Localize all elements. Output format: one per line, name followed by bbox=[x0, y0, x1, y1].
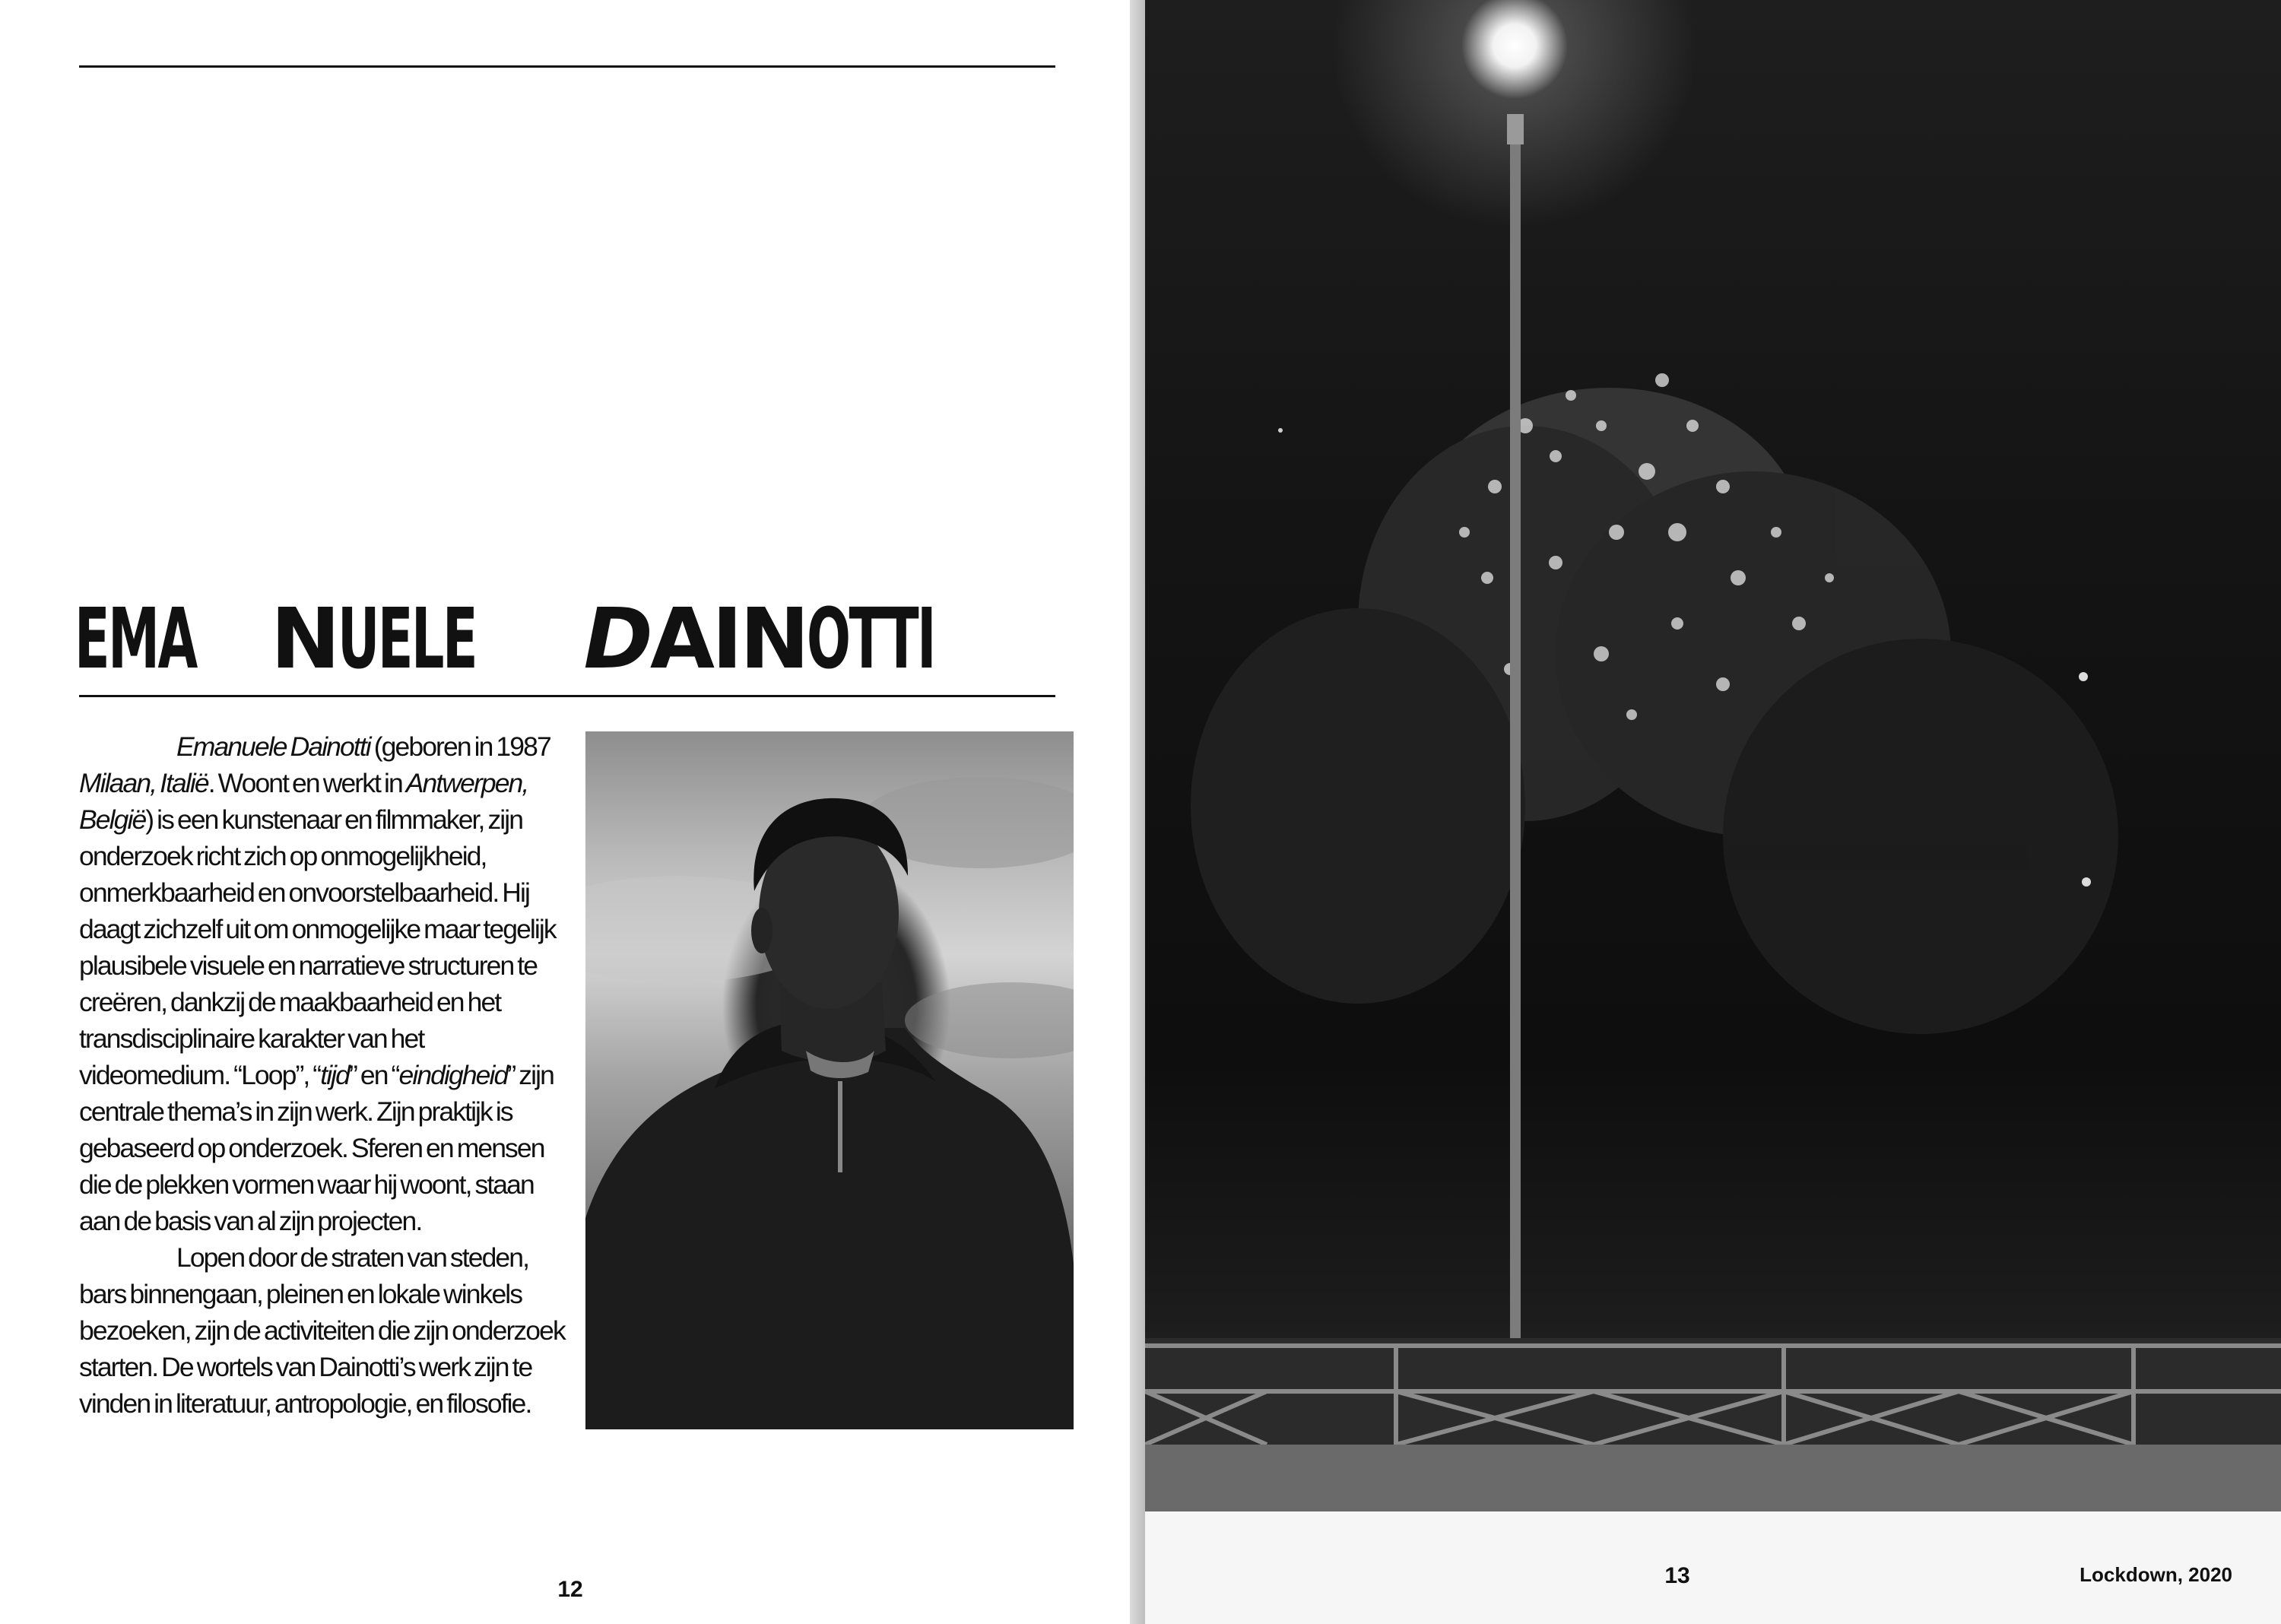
bio-paragraph-1: Emanuele Dainotti (geboren in 1987 Milaan, Italië. Woont en werkt in Antwerpen, België) is een kunstenaar en filmmaker, zijn onderzoek richt zich op onmogelijkheid, onmerkbaarheid en onvoorstelbaarheid. Hij daagt zichzelf uit om onmogelijke maar tegelijk plausibele visuele en narratieve structuren te creëren, dankzij de maakbaarheid en het transdisciplinaire karakter van het videomedium. “Loop”, “tijd” en “eindigheid” zijn centrale thema’s in zijn werk. Zijn praktijk is gebaseerd op onderzoek. Sferen en mensen die de plekken vormen waar hij woont, staan aan de basis van al zijn projecten. bbox=[79, 731, 556, 1236]
title-seg-d: D bbox=[583, 590, 650, 687]
book-gutter bbox=[1130, 0, 1145, 1624]
bio-paragraph-2: Lopen door de straten van steden, bars binnengaan, pleinen en lokale winkels bezoeken, zijn de activiteiten die zijn onderzoek starten. De wortels van Dainotti’s werk zijn te vinden in literatuur, antropologie, en filosofie. bbox=[79, 1242, 565, 1419]
title-seg-ema: EMA bbox=[75, 590, 196, 687]
portrait-photo bbox=[585, 731, 1074, 1429]
title-seg-n1: N bbox=[270, 590, 338, 687]
night-scene bbox=[1145, 0, 2281, 1511]
top-rule bbox=[79, 65, 1055, 68]
left-page bbox=[0, 0, 1130, 1624]
title-rule bbox=[79, 695, 1055, 697]
page-number-right: 13 bbox=[1664, 1563, 1690, 1588]
title-seg-otti: OTTI bbox=[806, 590, 934, 687]
portrait-silhouette bbox=[585, 731, 1074, 1429]
title-seg-n2: N bbox=[739, 590, 807, 687]
title-seg-ai: AI bbox=[649, 590, 740, 687]
author-title bbox=[75, 585, 934, 692]
page-number-left: 12 bbox=[557, 1577, 583, 1602]
running-footer: Lockdown, 2020 bbox=[2080, 1563, 2232, 1586]
right-page bbox=[1145, 0, 2281, 1624]
night-photo bbox=[1145, 0, 2281, 1511]
bio-text bbox=[79, 728, 566, 1422]
title-seg-uele: UELE bbox=[337, 590, 476, 687]
